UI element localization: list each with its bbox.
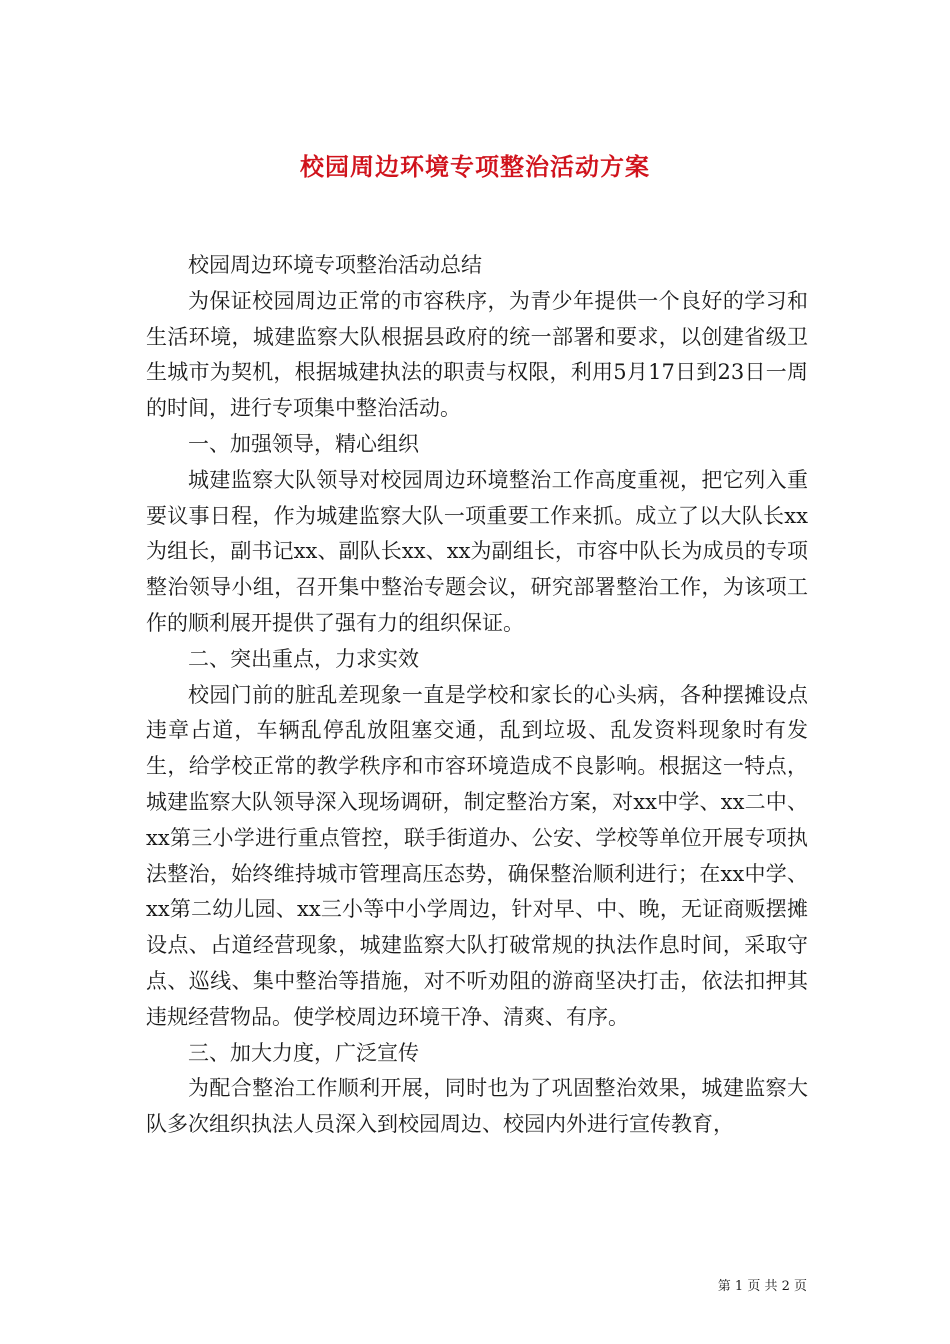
document-body: [146, 248, 808, 1143]
section-heading-2: 二、突出重点，力求实效: [188, 646, 419, 671]
intro-paragraph: 为保证校园周边正常的市容秩序，为青少年提供一个良好的学习和生活环境，城建监察大队根据县政府的统一部署和要求，以创建省级卫生城市为契机，根据城建执法的职责与权限，利用5月17日到23日一周的时间，进行专项集中整治活动。: [146, 288, 808, 421]
subtitle-paragraph: 校园周边环境专项整治活动总结: [188, 253, 482, 277]
section-1-paragraph: 城建监察大队领导对校园周边环境整治工作高度重视，把它列入重要议事日程，作为城建监察大队一项重要工作来抓。成立了以大队长xx为组长，副书记xx、副队长xx、xx为副组长，市容中队长为成员的专项整治领导小组，召开集中整治专题会议，研究部署整治工作，为该项工作的顺利展开提供了强有力的组织保证。: [146, 467, 808, 635]
section-heading-3: 三、加大力度，广泛宣传: [188, 1040, 419, 1065]
section-heading-1: 一、加强领导，精心组织: [188, 431, 419, 456]
document-title: 校园周边环境专项整治活动方案: [300, 152, 650, 182]
section-3-paragraph: 为配合整治工作顺利开展，同时也为了巩固整治效果，城建监察大队多次组织执法人员深入到校园周边、校园内外进行宣传教育，: [146, 1076, 808, 1137]
page-number-footer: 第 1 页 共 2 页: [717, 1279, 807, 1294]
section-2-paragraph: 校园门前的脏乱差现象一直是学校和家长的心头病，各种摆摊设点违章占道，车辆乱停乱放阻塞交通，乱到垃圾、乱发资料现象时有发生，给学校正常的教学秩序和市容环境造成不良影响。根据这一特点，城建监察大队领导深入现场调研，制定整治方案，对xx中学、xx二中、xx第三小学进行重点管控，联手街道办、公安、学校等单位开展专项执法整治，始终维持城市管理高压态势，确保整治顺利进行；在xx中学、xx第二幼儿园、xx三小等中小学周边，针对早、中、晚，无证商贩摆摊设点、占道经营现象，城建监察大队打破常规的执法作息时间，采取守点、巡线、集中整治等措施，对不听劝阻的游商坚决打击，依法扣押其违规经营物品。使学校周边环境干净、清爽、有序。: [146, 682, 808, 1029]
